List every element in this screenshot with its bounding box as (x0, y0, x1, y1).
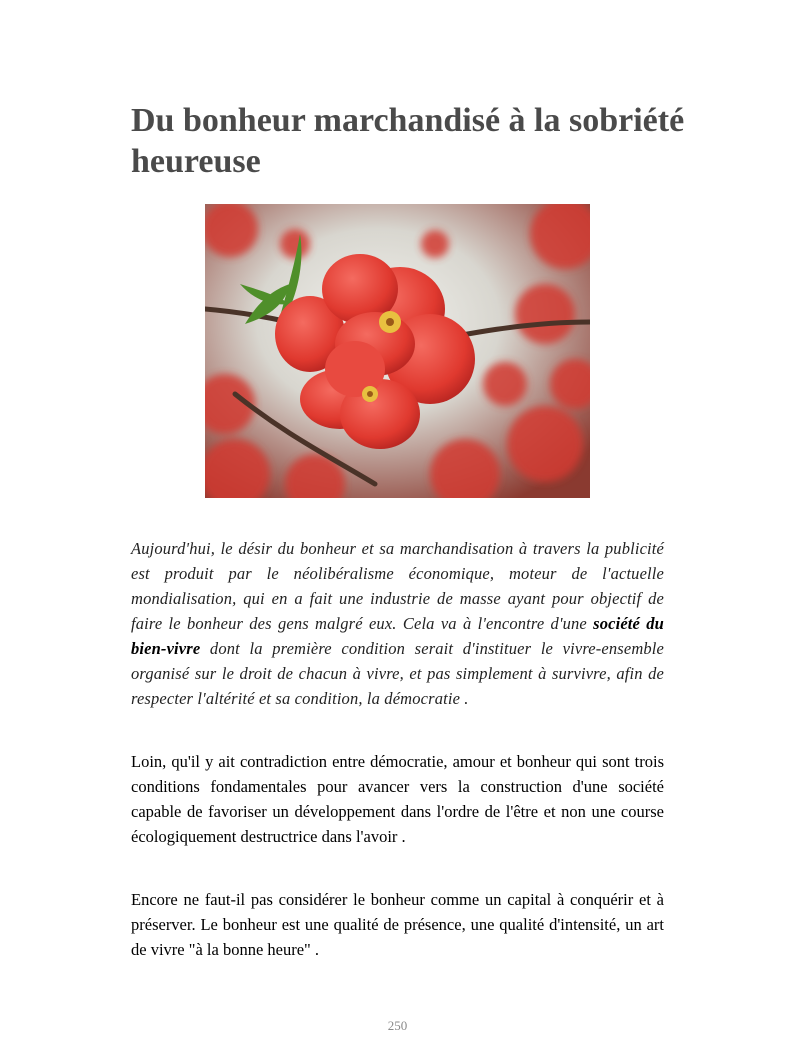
emphasis-term: société du bien-vivre (131, 614, 664, 658)
flower-photo (205, 204, 590, 498)
body-paragraph-1: Loin, qu'il y ait contradiction entre démocratie, amour et bonheur qui sont trois conditions fondamentales pour avancer vers la construction d'une société capable de favoriser un développement dans l'ordre de l'être et non une course écologiquement destructrice dans l'avoir . (131, 752, 664, 846)
intro-text-after: dont la première condition serait d'instituer le vivre-ensemble organisé sur le droit de chacun à vivre, et pas simplement à survivre, afin de respecter l'altérité et sa condition, la démocratie . (131, 639, 664, 708)
page-number: 250 (387, 1018, 408, 1033)
page-title: Du bonheur marchandisé à la sobriété heureuse (131, 102, 685, 180)
intro-text-before: Aujourd'hui, le désir du bonheur et sa marchandisation à travers la publicité est produit par le néolibéralisme économique, moteur de l'actuelle mondialisation, qui en a fait une industrie de masse ayant pour objectif de faire le bonheur des gens malgré eux. Cela va à l'encontre d'une (131, 539, 664, 633)
intro-paragraph (131, 536, 664, 711)
body-paragraph-2: Encore ne faut-il pas considérer le bonheur comme un capital à conquérir et à préserver. Le bonheur est une qualité de présence, une qualité d'intensité, un art de vivre "à la bonne heure" . (131, 890, 664, 959)
